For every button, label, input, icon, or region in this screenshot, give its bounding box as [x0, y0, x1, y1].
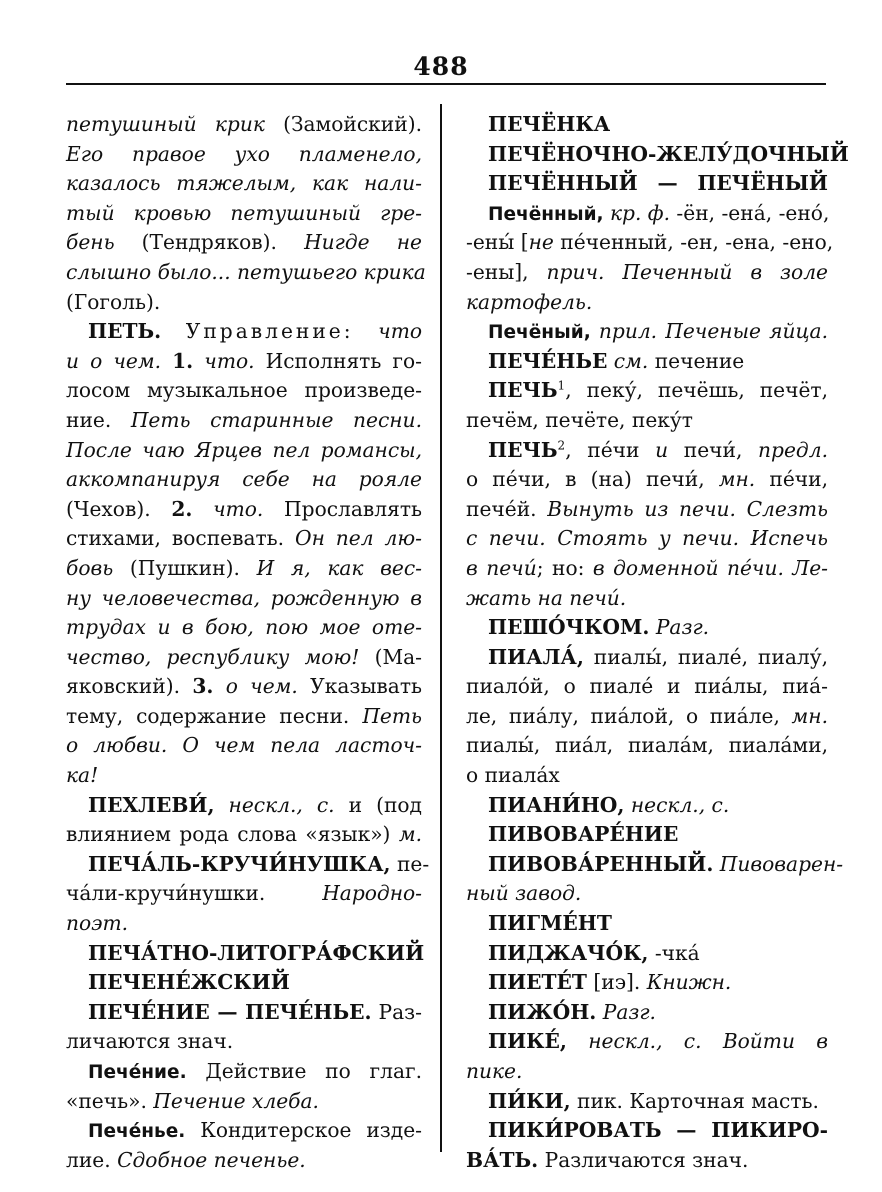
entry-text: -ены́ [ [466, 230, 529, 255]
text-line [66, 879, 422, 909]
headword: ПЕЧА́ЛЬ-КРУЧИ́НУШКА, [88, 851, 391, 876]
headword: ПЕЧЬ [488, 437, 558, 462]
entry-text: см. [607, 348, 649, 373]
entry-text: лие. [66, 1147, 118, 1172]
headword: ПЕЧЁНОЧНО-ЖЕЛУ́ДОЧНЫЙ [488, 141, 849, 166]
entry-text: яковский). [66, 674, 193, 699]
text-line [466, 672, 828, 702]
right-column [466, 110, 849, 1175]
text-line [466, 613, 828, 643]
text-line [66, 140, 422, 170]
headword: 3. [192, 674, 214, 699]
entry-text: прич. Печенный в золе [546, 259, 828, 284]
entry-text: пече́й. [466, 496, 548, 521]
entry-text: м. [390, 822, 422, 847]
headword: Пече́ние. [88, 1062, 187, 1083]
text-line [66, 613, 422, 643]
text-line [66, 110, 422, 140]
text-line [66, 258, 426, 288]
entry-text: Действие по глаг. [186, 1059, 422, 1083]
text-line [466, 879, 828, 909]
text-line [66, 228, 422, 258]
headword: ПЕЧЕ́НЬЕ [488, 348, 608, 373]
entry-text: Прославлять [263, 496, 422, 521]
text-line [466, 968, 828, 998]
text-line [466, 702, 828, 732]
entry-text: картофель. [466, 289, 593, 314]
entry-text: Вынуть из печи. Слезть [547, 496, 828, 521]
text-line [466, 1087, 828, 1117]
entry-text: ле, пиа́лу, пиа́лой, о пиа́ле, [466, 703, 792, 728]
text-line [466, 939, 828, 969]
entry-text: бовь [66, 555, 114, 580]
entry-text: чество, республику мою! [66, 644, 360, 669]
text-line [66, 643, 422, 673]
entry-text: печи́, [668, 437, 759, 462]
text-line [466, 584, 828, 614]
headword: ВА́ТЬ. [466, 1147, 539, 1172]
entry-text: Сдобное печенье. [117, 1147, 306, 1172]
entry-text: (Ма- [359, 644, 422, 669]
entry-text: о чем. [213, 674, 298, 699]
text-line [466, 436, 828, 466]
entry-text: (Замойский). [264, 112, 422, 136]
text-line [66, 406, 422, 436]
entry-text: стихами, воспевать. [66, 526, 296, 551]
text-line [66, 820, 422, 850]
entry-text: (Тендряков). [114, 230, 305, 255]
headword: ПИАЛА́, [488, 644, 584, 669]
text-line [66, 1146, 422, 1176]
text-line [466, 820, 828, 850]
entry-text: и о чем. [66, 348, 161, 373]
entry-text: кр. ф. [603, 200, 671, 225]
entry-text: Народно- [322, 881, 422, 906]
text-line [466, 909, 828, 939]
entry-text: Его правое ухо пламенело, [66, 141, 422, 166]
entry-text: с печи. Стоять у печи. Испечь [466, 526, 828, 551]
text-line [66, 199, 422, 229]
text-line [66, 347, 422, 377]
entry-text: трудах и в бою, пою мое оте- [66, 615, 422, 640]
text-line [66, 1057, 422, 1087]
entry-text: -чка́ [648, 940, 700, 965]
entry-text: в печи́ [466, 555, 537, 580]
entry-text: (Пушкин). [113, 555, 257, 580]
column-divider [440, 104, 442, 1152]
text-line [466, 731, 828, 761]
headword: ПЕЧЬ [488, 378, 558, 403]
entry-text: печём, печёте, пеку́т [466, 407, 693, 432]
text-line [66, 998, 422, 1028]
entry-text: , пеку́, печёшь, печёт, [565, 378, 828, 403]
entry-text: влиянием рода слова «язык») [66, 822, 391, 847]
entry-text: Управление: [185, 319, 354, 344]
headword: ПЕЧЕ́НИЕ — ПЕЧЕ́НЬЕ. [88, 999, 372, 1024]
text-line [466, 495, 828, 525]
entry-text: Петь [362, 703, 422, 728]
entry-text: Петь старинные песни. [130, 407, 422, 432]
headword: ПЕТЬ. [88, 319, 162, 344]
text-line [466, 258, 828, 288]
entry-text: Раз- [371, 999, 422, 1024]
headword: ПИДЖАЧО́К, [488, 940, 649, 965]
text-line [66, 524, 422, 554]
text-line [466, 317, 828, 347]
text-line [66, 169, 422, 199]
text-line [466, 288, 828, 318]
text-line [466, 1027, 828, 1057]
entry-text: и (под [334, 792, 422, 817]
entry-text: Разг. [596, 999, 656, 1024]
entry-text: что [353, 319, 422, 344]
text-line [66, 376, 422, 406]
entry-text: пиалы́, пиа́л, пиала́м, пиала́ми, [466, 733, 828, 758]
entry-text: что. [193, 348, 255, 373]
text-line [466, 1146, 828, 1176]
text-line [66, 584, 422, 614]
headword: Печённый, [488, 203, 604, 225]
entry-text: (Чехов). [66, 496, 172, 521]
headword: ПИЕТЕ́Т [488, 970, 587, 995]
text-line [66, 702, 422, 732]
entry-text: ну человечества, рожденную в [66, 585, 422, 610]
text-line [66, 1027, 422, 1057]
text-line [466, 199, 828, 229]
entry-text: тему, содержание песни. [66, 703, 363, 728]
entry-text: [иэ]. [586, 970, 647, 995]
entry-text: Пивоварен- [713, 851, 844, 876]
text-line [466, 761, 828, 791]
text-line [466, 140, 849, 170]
text-line [466, 850, 844, 880]
entry-text: Печение хлеба. [153, 1088, 319, 1113]
text-line [66, 672, 422, 702]
entry-text [161, 319, 186, 343]
entry-text: личаются знач. [66, 1029, 234, 1054]
text-line [66, 761, 422, 791]
entry-text: -ены], [466, 259, 547, 284]
entry-text: нескл., с. Войти в [566, 1029, 828, 1054]
text-line [66, 1087, 422, 1117]
headword: Печёный, [488, 322, 591, 344]
header-rule [66, 83, 826, 85]
text-line [466, 228, 834, 258]
headword: ПИВОВА́РЕННЫЙ. [488, 851, 714, 876]
text-line [66, 791, 422, 821]
entry-text: казалось тяжелым, как нали- [66, 171, 422, 196]
text-line [466, 465, 828, 495]
text-line [466, 554, 828, 584]
text-line [466, 406, 828, 436]
headword: ПЕШО́ЧКОМ. [488, 615, 650, 640]
entry-text: печение [648, 348, 745, 373]
entry-text: нескл., с. [624, 792, 730, 817]
entry-text: мн. [791, 703, 828, 728]
text-line [466, 791, 828, 821]
text-line [466, 1057, 828, 1087]
entry-text: нескл., с. [214, 792, 335, 817]
entry-text: лосом музыкальное произведе- [66, 378, 422, 403]
headword: Пече́нье. [88, 1121, 186, 1143]
text-line [466, 524, 828, 554]
entry-text: Исполнять го- [254, 348, 422, 373]
headword: 1. [172, 348, 194, 373]
entry-text: не [528, 230, 554, 255]
headword: ПЕЧЁНКА [488, 112, 611, 136]
entry-text: слышно было... петушьего крика [66, 259, 426, 284]
entry-text: (Гоголь). [66, 289, 161, 314]
entry-text: И я, как вес- [256, 555, 422, 580]
entry-text [161, 349, 172, 373]
entry-text: «печь». [66, 1088, 154, 1113]
entry-text: и [655, 437, 669, 462]
headword: ПЕЧА́ТНО-ЛИТОГРА́ФСКИЙ [88, 940, 425, 965]
entry-text: Нигде не [304, 230, 422, 255]
entry-text: 2 [557, 437, 566, 452]
entry-text: ный завод. [466, 881, 582, 906]
entry-text: о пиала́х [466, 763, 560, 788]
text-line [66, 1116, 422, 1146]
entry-text: пе- [390, 851, 430, 876]
headword: ПИВОВАРЕ́НИЕ [488, 822, 679, 847]
headword: ПИАНИ́НО, [488, 792, 625, 817]
entry-text: -ён, -ена́, -ено́, [670, 200, 830, 225]
left-column [66, 110, 430, 1175]
entry-text: Книжн. [646, 970, 732, 995]
headword: 2. [171, 496, 193, 521]
headword: ПИЖО́Н. [488, 999, 597, 1024]
text-line [66, 288, 422, 318]
entry-text: прил. Печеные яйца. [590, 319, 828, 344]
headword: ПИГМЕ́НТ [488, 911, 612, 936]
text-line [66, 465, 422, 495]
entry-text: предл. [758, 437, 828, 462]
text-line [466, 347, 828, 377]
entry-text: жать на печи́. [466, 585, 627, 610]
headword: ПЕЧЕНЕ́ЖСКИЙ [88, 970, 290, 995]
entry-text: После чаю Ярцев пел романсы, [66, 437, 422, 462]
entry-text: Указывать [297, 674, 422, 699]
entry-text: ние. [66, 407, 131, 432]
entry-text: что. [192, 496, 264, 521]
text-line [66, 909, 422, 939]
headword: ПИКЕ́, [488, 1029, 567, 1054]
entry-text: пе́чи, [755, 467, 828, 492]
entry-text: аккомпанируя себе на рояле [66, 467, 422, 492]
text-line [66, 554, 422, 584]
entry-text: тый кровью петушиный гре- [66, 200, 422, 225]
text-line [66, 850, 430, 880]
entry-text: о любви. О чем пела ласточ- [66, 733, 422, 758]
entry-text: Различаются знач. [538, 1147, 749, 1172]
headword: ПИ́КИ, [488, 1088, 571, 1113]
page-number: 488 [413, 52, 469, 81]
text-line [466, 110, 828, 140]
entry-text: бень [66, 230, 115, 255]
entry-text: пиалы́, пиале́, пиалу́, [583, 644, 828, 669]
text-line [466, 643, 828, 673]
text-line [66, 495, 422, 525]
entry-text: петушиный крик [66, 112, 265, 136]
entry-text: поэт. [66, 911, 129, 936]
entry-text: пе́ченный, -ен, -ена, -ено, [553, 230, 834, 255]
entry-text: пике. [466, 1059, 523, 1083]
entry-text: ; но: [536, 555, 593, 580]
entry-text: о пе́чи, в (на) печи́, [466, 467, 719, 492]
text-line [66, 317, 422, 347]
entry-text: Кондитерское изде- [185, 1118, 422, 1143]
entry-text: Он пел лю- [295, 526, 422, 551]
headword: ПЕЧЁННЫЙ — ПЕЧЁНЫЙ [488, 171, 828, 196]
headword: ПИКИ́РОВАТЬ — ПИКИРО- [488, 1118, 828, 1143]
text-line [66, 939, 425, 969]
entry-text: ка! [66, 763, 99, 788]
entry-text: пиало́й, о пиале́ и пиа́лы, пиа́- [466, 674, 828, 699]
text-line [466, 998, 828, 1028]
text-line [466, 169, 828, 199]
text-line [66, 968, 422, 998]
entry-text: в доменной пе́чи. Ле- [592, 555, 828, 580]
text-line [66, 731, 422, 761]
entry-text: мн. [718, 467, 756, 492]
entry-text: пик. Карточная масть. [570, 1088, 819, 1113]
text-line [466, 376, 828, 406]
entry-text: ча́ли-кручи́нушки. [66, 881, 323, 906]
text-line [66, 436, 422, 466]
entry-text: 1 [557, 378, 566, 393]
entry-text: , пе́чи [565, 437, 656, 462]
headword: ПЕХЛЕВИ́, [88, 792, 215, 817]
text-line [466, 1116, 828, 1146]
entry-text: Разг. [649, 615, 710, 640]
